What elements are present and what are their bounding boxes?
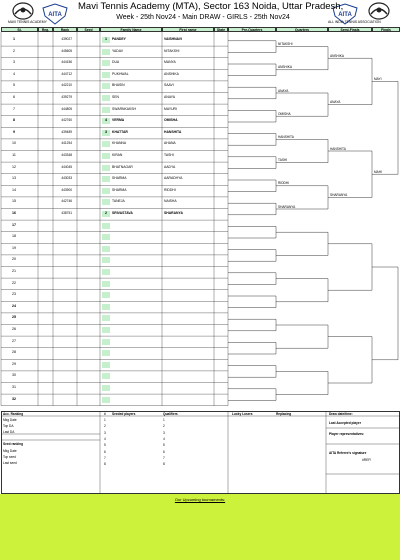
col-first: First name <box>162 27 214 32</box>
seeded-title: Seeded players <box>112 412 136 416</box>
row-number: 10 <box>12 141 16 146</box>
top-da-label: Top DA <box>3 424 14 428</box>
row-number: 13 <box>12 176 16 181</box>
mlg-date-label: Mkg Date <box>3 418 17 422</box>
reg-number: 438751 <box>61 211 72 215</box>
row-number: 25 <box>12 315 16 320</box>
first-name: MANYA <box>164 60 176 65</box>
prequarter-winner: HANSHITA <box>278 134 294 139</box>
first-name: SHARANYA <box>164 211 183 215</box>
first-name: TASHI <box>164 153 174 157</box>
reg-number: 439027 <box>61 37 72 41</box>
svg-text:AITA: AITA <box>48 12 62 18</box>
family-name: SRIVASTAVA <box>112 211 133 215</box>
upcoming-banner <box>0 494 400 560</box>
row-number: 19 <box>12 245 16 250</box>
row-number: 14 <box>12 187 16 192</box>
prequarter-winner: NITAKSHI <box>278 42 293 47</box>
family-name: SEN <box>112 95 119 99</box>
reg-number: 444156 <box>61 60 72 65</box>
qualifier-number: 8 <box>163 462 165 467</box>
row-number: 2 <box>13 48 15 53</box>
first-name: AARADHYA <box>164 176 183 181</box>
family-name: SHARMA <box>112 176 127 181</box>
page-title: Mavi Tennis Academy (MTA), Sector 163 Noida, Uttar Pradesh, <box>78 1 344 12</box>
reg-number: 445605 <box>61 48 72 53</box>
aita-logo-text: ALL INDIA TENNIS ASSOCIATION <box>328 20 381 24</box>
col-reg: Reg. <box>38 27 53 32</box>
seeded-number: 5 <box>104 443 106 448</box>
row-number: 11 <box>12 153 16 157</box>
row-number: 23 <box>12 292 16 297</box>
family-name: PUKHWAL <box>112 71 129 76</box>
reg-number: 442760 <box>61 118 72 123</box>
prequarter-winner: OMISHA <box>278 111 291 116</box>
reg-number: 439279 <box>61 95 72 99</box>
lucky-losers-title: Lucky Losers <box>232 412 253 416</box>
qualifiers-title: Qualifiers <box>163 412 178 416</box>
qualifier-number: 1 <box>163 418 165 422</box>
prequarter-winner: SHARANYA <box>278 204 296 209</box>
last-accepted-label: Last Accepted player <box>329 421 361 425</box>
row-number: 17 <box>12 222 16 227</box>
qualifier-number: 7 <box>163 455 165 460</box>
row-number: 27 <box>12 338 16 343</box>
player-reps-label: Player representatives: <box>329 432 365 436</box>
reg-number: 443348 <box>61 153 72 157</box>
first-name: ANAYA <box>164 95 175 99</box>
seed-ranking-label: Seed ranking <box>3 442 24 446</box>
seed-value: 2 <box>105 211 107 215</box>
first-name: OMISHA <box>164 118 178 123</box>
row-number: 1 <box>13 37 15 41</box>
quarter-winner: ANAYA <box>330 100 341 105</box>
row-number: 12 <box>12 164 16 169</box>
col-family: Family Name <box>100 27 162 32</box>
row-number: 22 <box>12 280 16 285</box>
reg-number: 443900 <box>61 187 72 192</box>
reg-number: 443033 <box>61 176 72 181</box>
seeded-number: 8 <box>104 462 106 467</box>
seed-value: 1 <box>105 37 107 41</box>
family-name: SHARMA <box>112 187 127 192</box>
first-name: AHANA <box>164 141 176 146</box>
col-st: St. <box>1 27 38 32</box>
reg-number: 441254 <box>61 141 72 146</box>
family-name: DUA <box>112 60 120 65</box>
row-number: 21 <box>12 269 16 273</box>
qualifier-number: 6 <box>163 449 165 454</box>
seed-value: 3 <box>105 129 107 134</box>
row-number: 20 <box>12 257 16 262</box>
reg-number: 442746 <box>61 199 72 204</box>
first-name: NAISHA <box>164 199 177 204</box>
draw-date-label: Draw date/time: <box>329 412 353 416</box>
prequarter-winner: ANAYA <box>278 88 289 93</box>
seeded-number: 4 <box>104 436 106 441</box>
referee-name: #REF! <box>362 458 372 462</box>
family-name: YADAV <box>112 48 123 53</box>
last-seed-label: Last seed <box>3 461 17 465</box>
first-name: AADYA <box>164 164 176 169</box>
row-number: 30 <box>12 373 16 378</box>
row-number: 18 <box>12 234 16 239</box>
semi-winner: MAHI <box>374 169 382 174</box>
row-number: 28 <box>12 350 16 355</box>
reg-number: 442210 <box>61 83 72 88</box>
col-state: State <box>214 27 228 32</box>
seeded-number: 2 <box>104 424 106 429</box>
col-semis: Semi-Finals <box>328 27 372 32</box>
qualifier-number: 4 <box>163 436 165 441</box>
family-name: KIRAN <box>112 153 123 157</box>
row-number: 31 <box>12 385 16 389</box>
seeded-hash: # <box>104 412 106 416</box>
seeded-number: 3 <box>104 430 106 435</box>
reg-number: 444712 <box>61 71 72 76</box>
qualifier-number: 5 <box>163 443 165 448</box>
row-number: 8 <box>13 118 15 123</box>
row-number: 4 <box>13 71 15 76</box>
acc-ranking-label: Acc. Ranking <box>3 412 24 416</box>
reg-number: 444805 <box>61 106 72 111</box>
first-name: RIDDHI <box>164 187 176 192</box>
row-number: 7 <box>13 106 15 111</box>
seeded-number: 6 <box>104 449 106 454</box>
qualifier-number: 2 <box>163 424 165 429</box>
replacing-title: Replacing <box>276 412 292 416</box>
qualifier-number: 3 <box>163 430 165 435</box>
row-number: 29 <box>12 361 16 366</box>
semi-winner: MAYI <box>374 76 382 81</box>
reg-number: 444045 <box>61 164 72 169</box>
first-name: ANSHIKA <box>164 71 179 76</box>
first-name: SAAVI <box>164 83 174 88</box>
first-name: HANSHITA <box>164 129 182 134</box>
col-seed: Seed <box>77 27 100 32</box>
col-prequarters: Pre-Quarters <box>228 27 276 32</box>
row-number: 6 <box>13 95 15 99</box>
row-number: 5 <box>13 83 15 88</box>
row-number: 32 <box>12 396 16 401</box>
row-number: 15 <box>12 199 16 204</box>
page-subtitle: Week - 25th Nov24 - Main DRAW - GIRLS - 25th Nov24 <box>116 14 290 21</box>
top-seed-label: Top seed <box>3 455 16 459</box>
family-name: BHATNAGAR <box>112 164 133 169</box>
referee-sig-label: AITA Referee's signature <box>329 451 367 455</box>
row-number: 24 <box>12 303 16 308</box>
seed-value: 4 <box>105 118 107 123</box>
prequarter-winner: ANSHIKA <box>278 65 292 70</box>
first-name: NITAKSHI <box>164 48 180 53</box>
first-name: MAYURI <box>164 106 177 111</box>
quarter-winner: ANSHIKA <box>330 53 344 58</box>
upcoming-title: Our Upcoming tournaments: <box>174 497 226 502</box>
seeded-number: 7 <box>104 455 106 460</box>
reg-number: 439489 <box>61 129 72 134</box>
row-number: 26 <box>12 327 16 331</box>
row-number: 9 <box>13 129 15 134</box>
quarter-winner: HANSHITA <box>330 146 346 151</box>
last-da-label: Last DA <box>3 430 15 434</box>
family-name: VERMA <box>112 118 125 123</box>
first-name: VAISHNAVI <box>164 37 182 41</box>
prequarter-winner: RIDDHI <box>278 181 289 186</box>
family-name: PANDEY <box>112 37 126 41</box>
family-name: BHASIN <box>112 83 125 88</box>
row-number: 3 <box>13 60 15 65</box>
svg-text:AITA: AITA <box>338 12 352 18</box>
family-name: TANEJA <box>112 199 125 204</box>
quarter-winner: SHARANYA <box>330 192 348 197</box>
family-name: SWARNKAKSH <box>112 106 136 111</box>
academy-logo-text: MAVI TENNIS ACADEMY <box>8 20 47 24</box>
row-number: 16 <box>12 211 16 215</box>
family-name: KHANNA <box>112 141 127 146</box>
col-rank: Rank <box>53 27 77 32</box>
col-quarters: Quarters <box>276 27 328 32</box>
mlg-date2-label: Mkg Date <box>3 449 17 453</box>
family-name: KHATTAR <box>112 129 128 134</box>
seeded-number: 1 <box>104 418 106 422</box>
col-finals: Finals <box>372 27 400 32</box>
prequarter-winner: TASHI <box>278 158 288 163</box>
